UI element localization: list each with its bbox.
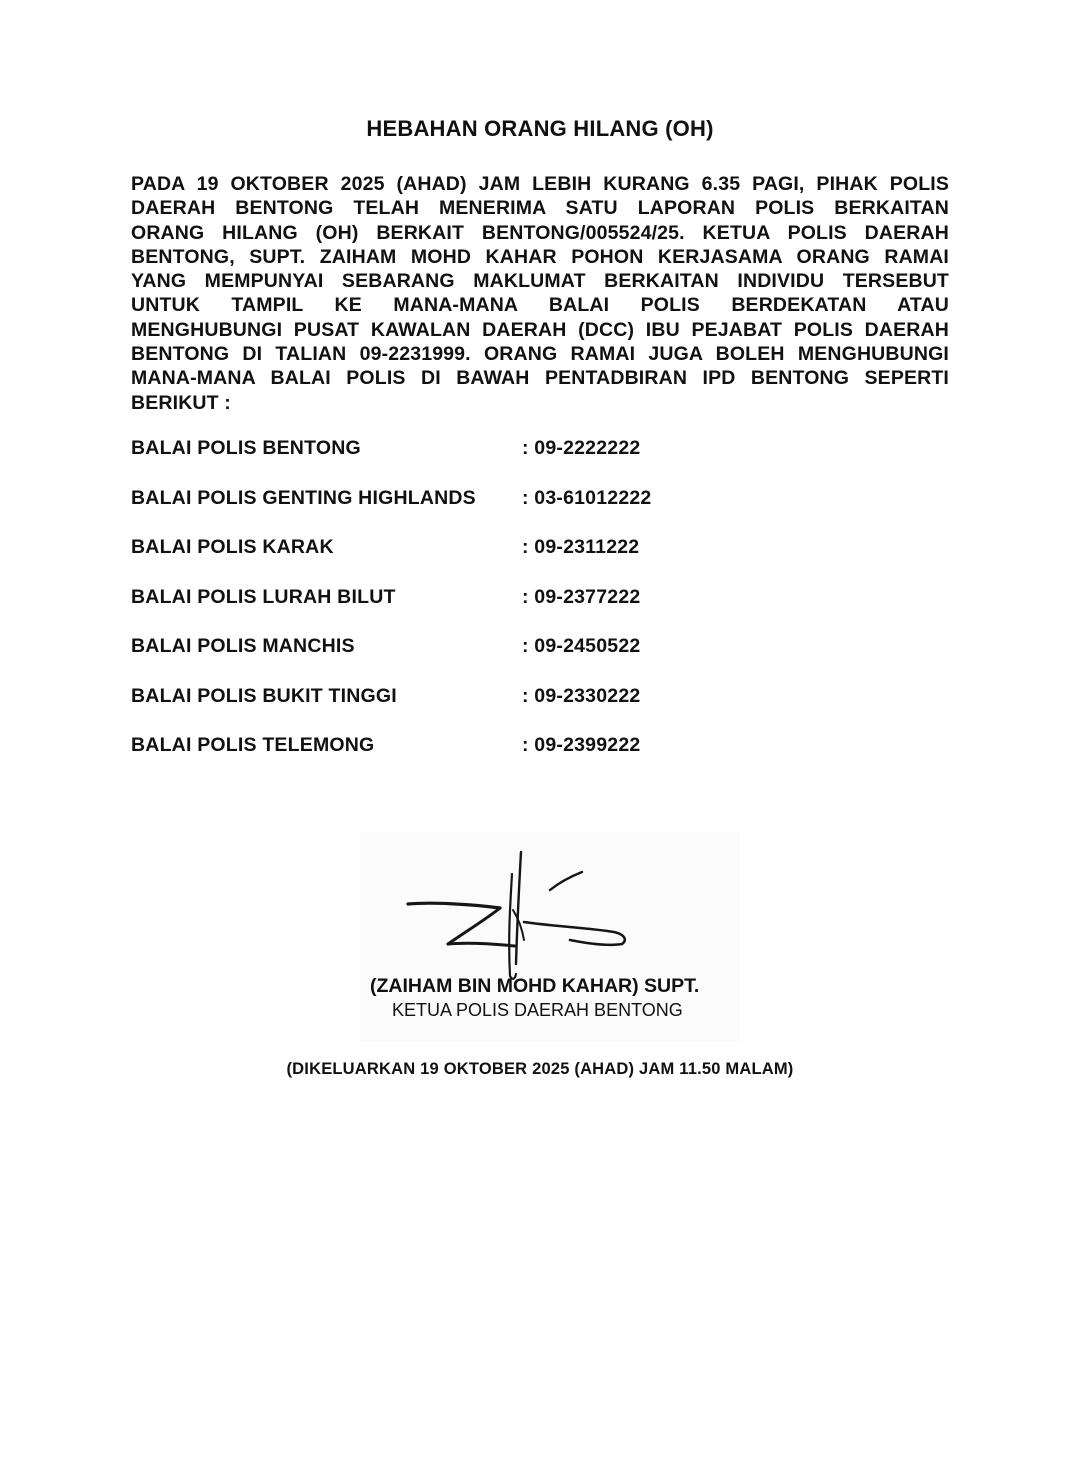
station-row [131,535,931,585]
station-row [131,436,931,486]
paragraph-line: YANG MEMPUNYAI SEBARANG MAKLUMAT BERKAITAN INDIVIDU TERSEBUT [131,270,949,293]
station-phone: : 09-2222222 [522,437,641,459]
station-name: BALAI POLIS LURAH BILUT [131,585,396,608]
station-phone: : 09-2377222 [522,585,641,608]
paragraph-line: UNTUK TAMPIL KE MANA-MANA BALAI POLIS BERDEKATAN ATAU [131,294,949,317]
station-row [131,733,931,783]
paragraph-line: DAERAH BENTONG TELAH MENERIMA SATU LAPORAN POLIS BERKAITAN [131,197,949,220]
police-station-list [131,436,931,783]
issued-timestamp: (DIKELUARKAN 19 OKTOBER 2025 (AHAD) JAM 11.50 MALAM) [286,1060,794,1078]
station-phone: : 03-61012222 [522,486,652,509]
station-row [131,684,931,734]
station-name: BALAI POLIS BENTONG [131,437,361,459]
announcement-paragraph [131,172,949,415]
station-name: BALAI POLIS KARAK [131,536,334,558]
paragraph-line: BENTONG DI TALIAN 09-2231999. ORANG RAMAI JUGA BOLEH MENGHUBUNGI [131,343,949,366]
document-title: HEBAHAN ORANG HILANG (OH) [366,116,714,141]
signatory-name: (ZAIHAM BIN MOHD KAHAR) SUPT. [370,975,700,997]
station-name: BALAI POLIS BUKIT TINGGI [131,684,397,707]
paragraph-line: MANA-MANA BALAI POLIS DI BAWAH PENTADBIRAN IPD BENTONG SEPERTI [131,367,949,390]
paragraph-line: MENGHUBUNGI PUSAT KAWALAN DAERAH (DCC) IBU PEJABAT POLIS DAERAH [131,318,949,341]
station-row [131,585,931,635]
station-phone: : 09-2399222 [522,734,641,756]
station-phone: : 09-2311222 [522,536,640,558]
paragraph-line: BERIKUT : [131,391,231,414]
station-name: BALAI POLIS TELEMONG [131,734,375,756]
station-row [131,486,931,536]
paragraph-line: ORANG HILANG (OH) BERKAIT BENTONG/005524/25. KETUA POLIS DAERAH [131,221,949,244]
station-row [131,634,931,684]
signatory-position: KETUA POLIS DAERAH BENTONG [392,1000,683,1020]
station-phone: : 09-2330222 [522,684,641,707]
station-name: BALAI POLIS MANCHIS [131,635,355,657]
paragraph-line: BENTONG, SUPT. ZAIHAM MOHD KAHAR POHON KERJASAMA ORANG RAMAI [131,245,949,268]
paragraph-line: PADA 19 OKTOBER 2025 (AHAD) JAM LEBIH KURANG 6.35 PAGI, PIHAK POLIS [131,173,949,195]
station-phone: : 09-2450522 [522,635,641,657]
station-name: BALAI POLIS GENTING HIGHLANDS [131,486,476,509]
